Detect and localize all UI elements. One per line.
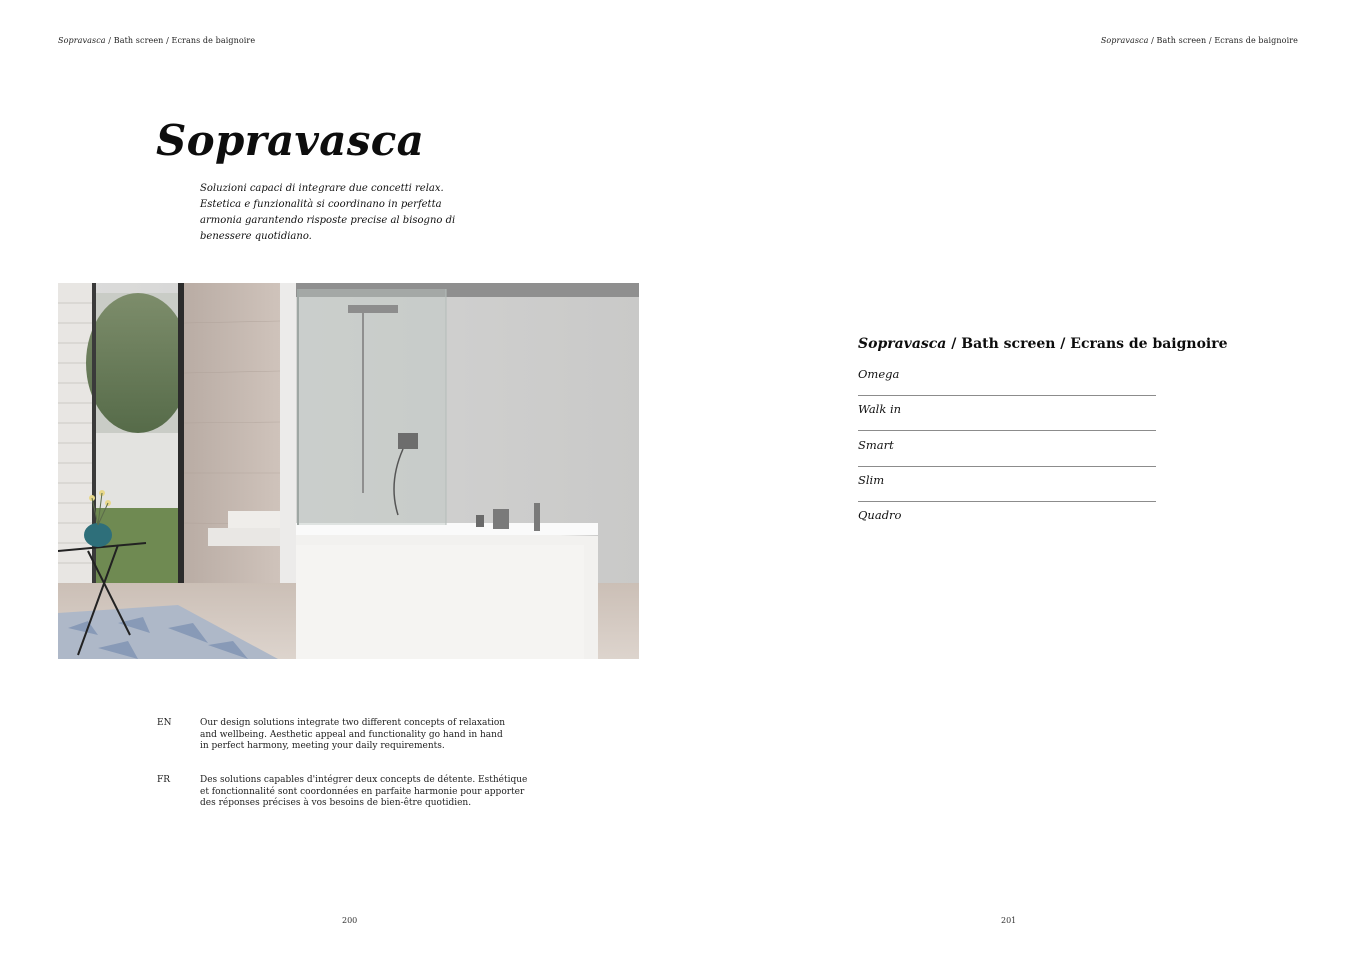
running-header-brand: Sopravasca: [58, 36, 106, 45]
photo-bathtub-front: [296, 545, 584, 659]
photo-tub-filler: [476, 515, 484, 527]
index-item-omega[interactable]: Omega: [858, 362, 1156, 396]
language-label-fr: FR: [157, 775, 171, 785]
paragraph-line: Des solutions capables d'intégrer deux concepts de détente. Esthétique: [200, 775, 528, 785]
paragraph-line: and wellbeing. Aesthetic appeal and functionality go hand in hand: [200, 729, 503, 740]
photo-window-frame: [92, 283, 96, 603]
photo-shower-valve: [398, 433, 418, 449]
photo-shower-head: [348, 305, 398, 313]
paragraph-en: [200, 718, 506, 753]
running-header-right: [1101, 36, 1298, 45]
photo-tree: [86, 293, 190, 433]
paragraph-line: des réponses précises à vos besoins de bien-être quotidien.: [200, 798, 472, 808]
section-index-subtitle: / Bath screen / Ecrans de baignoire: [946, 336, 1228, 352]
photo-lawn: [94, 508, 186, 593]
photo-pillar: [280, 283, 296, 603]
photo-glass-screen: [298, 289, 446, 525]
running-header-left: [58, 36, 255, 45]
page-title: Sopravasca: [156, 116, 425, 165]
running-header-section: / Bath screen / Ecrans de baignoire: [105, 36, 256, 45]
photo-step: [208, 528, 280, 546]
intro-italian: Soluzioni capaci di integrare due concetti relax. Estetica e funzionalità si coordinano in perfetta armonia garantendo risposte precise al bisogno di benessere quotidiano.: [200, 183, 456, 242]
photo-tub-filler: [534, 503, 540, 531]
section-index-list: [858, 362, 1156, 536]
page-number-right: 201: [1001, 916, 1017, 925]
paragraph-line: et fonctionnalité sont coordonnées en parfaite harmonie pour apporter: [200, 786, 525, 797]
section-index-heading: [858, 336, 1228, 352]
index-item-walk-in[interactable]: Walk in: [858, 397, 1156, 431]
section-index-brand: Sopravasca: [858, 336, 947, 352]
paragraph-line: in perfect harmony, meeting your daily requirements.: [200, 741, 445, 751]
language-label-en: EN: [157, 718, 172, 728]
running-header-section: / Bath screen / Ecrans de baignoire: [1148, 36, 1298, 45]
photo-window-frame: [178, 283, 184, 603]
running-header-brand: Sopravasca: [1100, 36, 1149, 45]
section-index: [858, 336, 1228, 537]
page-number-left: 200: [342, 916, 358, 925]
index-item-slim[interactable]: Slim: [858, 468, 1156, 502]
photo-vase: [84, 523, 112, 547]
index-item-quadro[interactable]: Quadro: [858, 508, 902, 523]
index-item-smart[interactable]: Smart: [858, 433, 1156, 467]
paragraph-fr: [200, 775, 528, 810]
paragraph-line: Our design solutions integrate two different concepts of relaxation: [200, 718, 506, 728]
bathroom-photo: [58, 283, 639, 659]
photo-tub-filler: [493, 509, 509, 529]
photo-step: [228, 511, 280, 528]
